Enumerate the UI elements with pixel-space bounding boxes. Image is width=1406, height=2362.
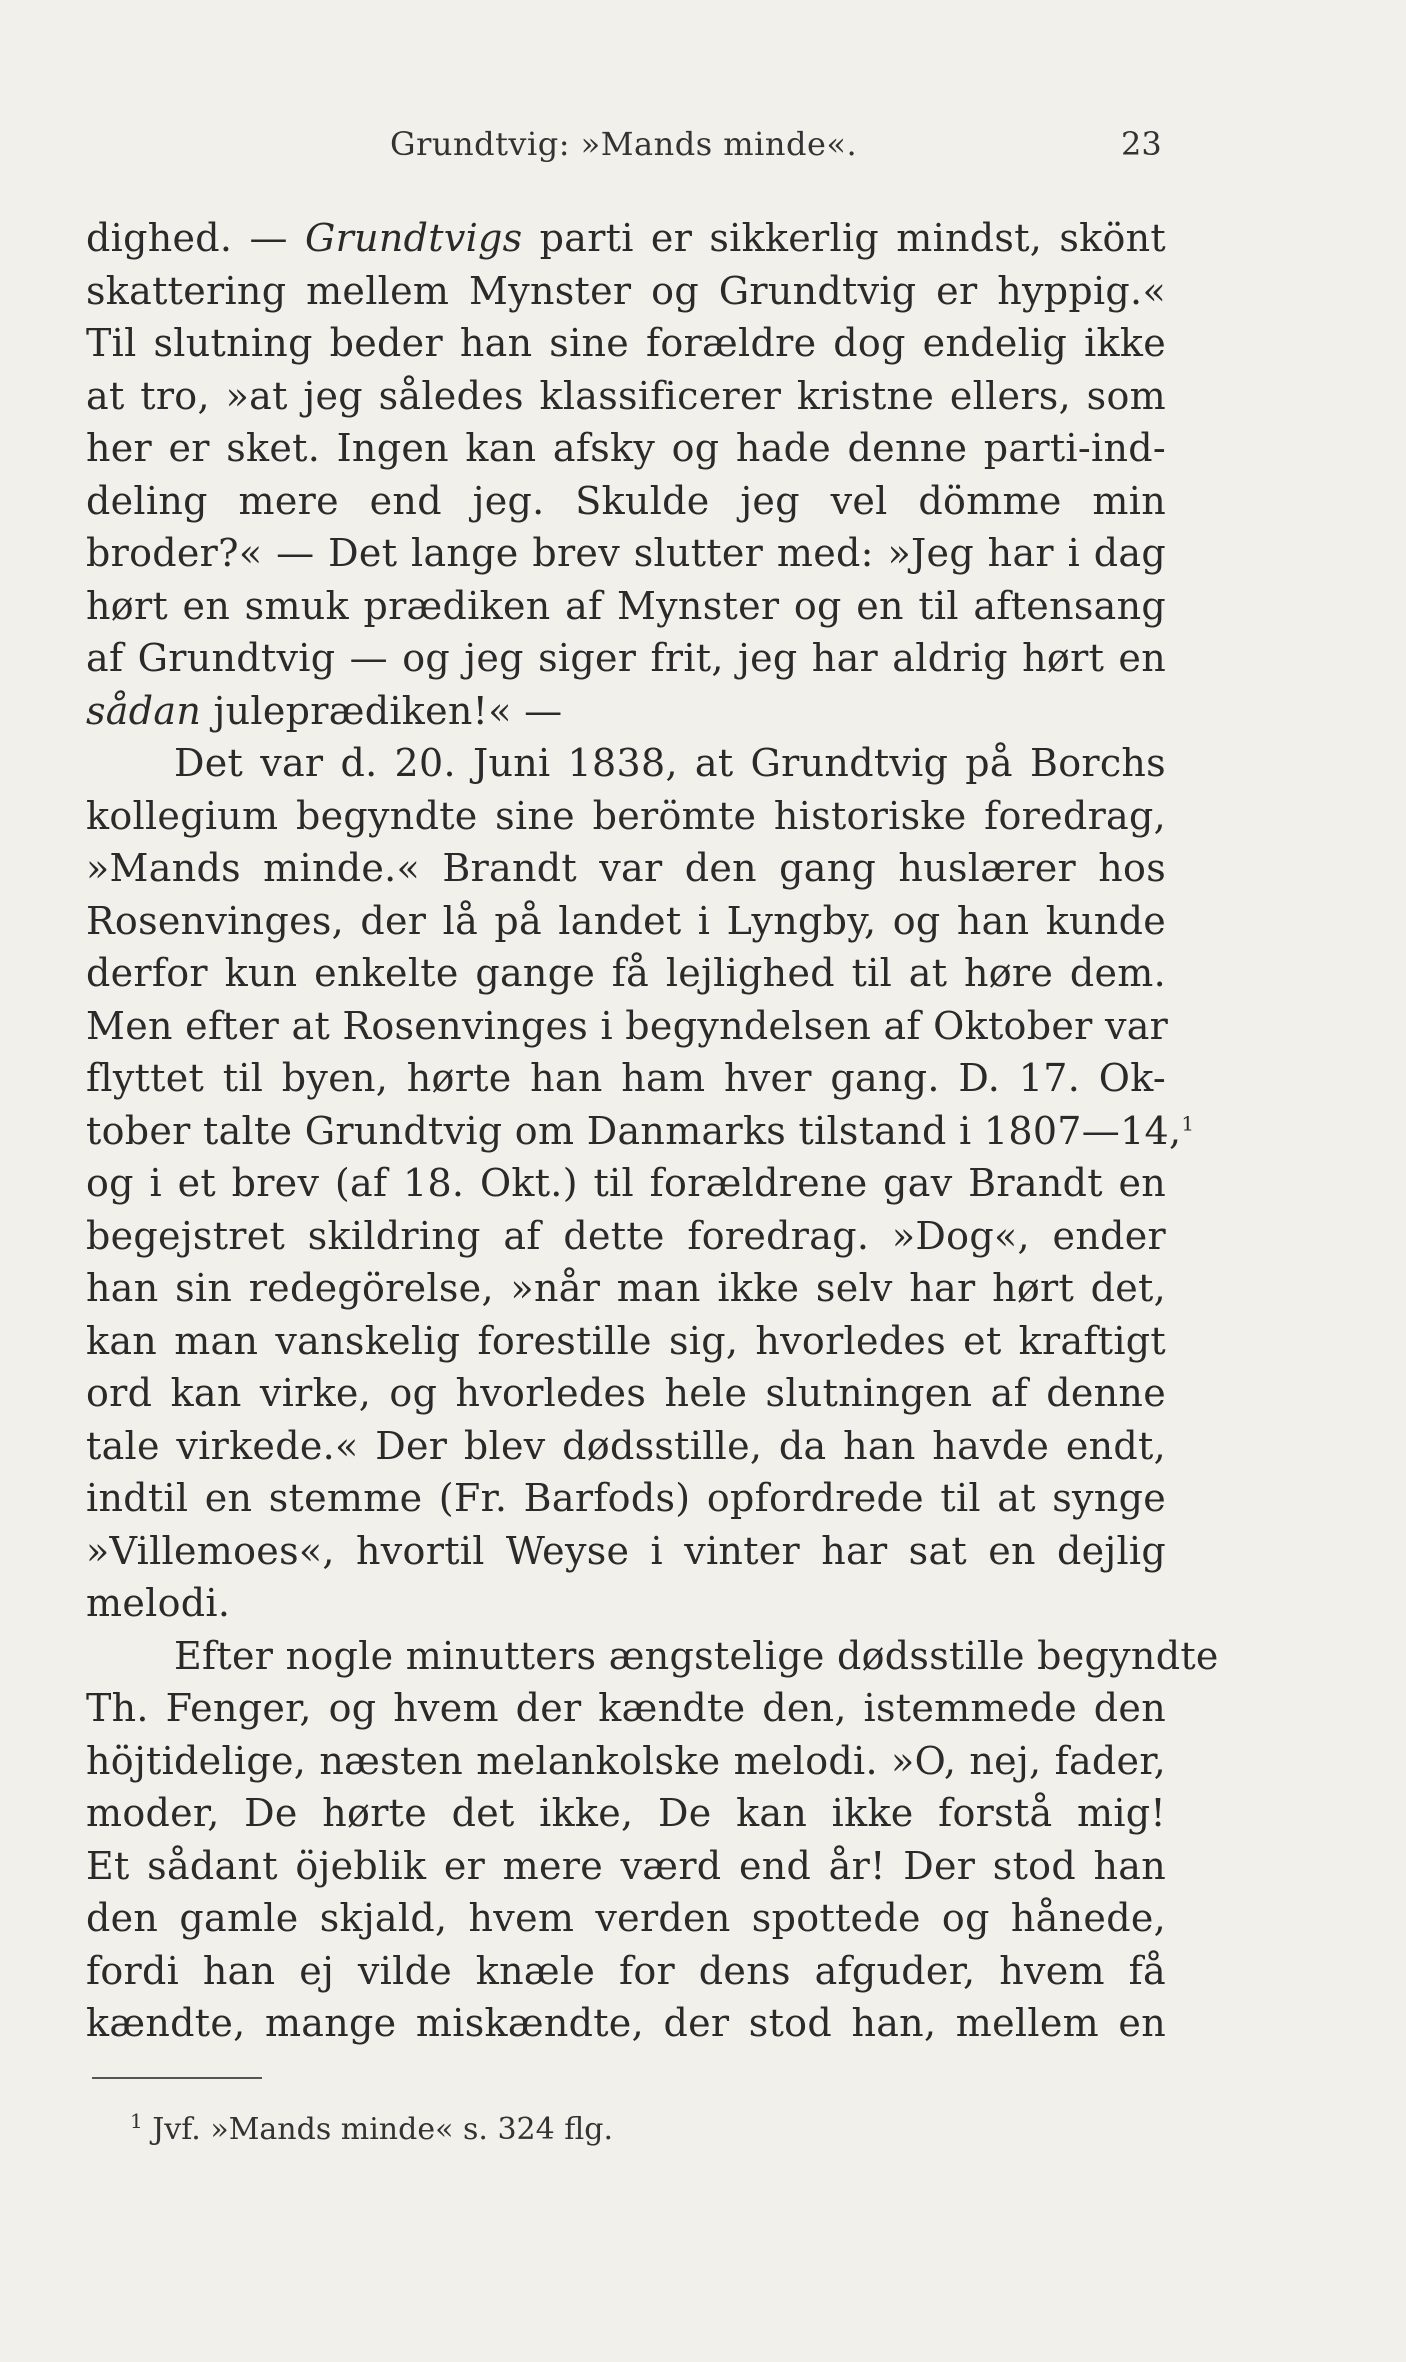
text-run: tale virkede.« Der blev dødsstille, da han havde endt, <box>86 1423 1166 1468</box>
text-line <box>86 422 1166 475</box>
text-run: den gamle skjald, hvem verden spottede og hånede, <box>86 1896 1166 1940</box>
footnote-text: Jvf. »Mands minde« s. 324 flg. <box>142 2112 613 2147</box>
text-line <box>86 1525 1166 1578</box>
footnote <box>130 2109 613 2147</box>
text-run: her er sket. Ingen kan afsky og hade denne parti-ind- <box>86 426 1166 470</box>
text-line <box>86 527 1166 580</box>
text-line <box>86 1735 1166 1788</box>
text-line <box>86 1157 1166 1210</box>
text-line <box>86 1682 1166 1735</box>
text-run: tober talte Grundtvig om Danmarks tilstand i 1807—14, <box>86 1108 1182 1153</box>
text-line <box>86 1840 1166 1893</box>
footnote-rule <box>92 2077 262 2079</box>
text-line <box>86 265 1166 318</box>
text-run: parti er sikkerlig mindst, skönt <box>522 216 1167 260</box>
text-run: Et sådant öjeblik er mere værd end år! Der stod han <box>86 1843 1166 1888</box>
text-run: deling mere end jeg. Skulde jeg vel dömme min <box>86 478 1166 523</box>
text-run: han sin redegörelse, »når man ikke selv har hørt det, <box>86 1266 1166 1310</box>
text-line <box>86 685 1166 738</box>
text-line <box>86 1892 1166 1945</box>
text-run: at tro, »at jeg således klassificerer kristne ellers, som <box>86 373 1166 418</box>
text-run: ord kan virke, og hvorledes hele slutningen af denne <box>86 1371 1166 1415</box>
footnote-marker: 1 <box>130 2109 143 2133</box>
text-line <box>86 370 1166 423</box>
text-run: begejstret skildring af dette foredrag. »Dog«, ender <box>86 1213 1166 1258</box>
text-line <box>86 947 1166 1000</box>
text-line <box>86 212 1166 265</box>
text-line <box>86 1000 1169 1053</box>
text-run: Rosenvinges, der lå på landet i Lyngby, og han kunde <box>86 898 1166 943</box>
text-run: Efter nogle minutters ængstelige dødsstille begyndte <box>174 1633 1219 1678</box>
text-run: moder, De hørte det ikke, De kan ikke forstå mig! <box>86 1791 1166 1835</box>
text-run: og i et brev (af 18. Okt.) til forældrene gav Brandt en <box>86 1161 1166 1205</box>
text-line <box>86 1472 1166 1525</box>
text-line <box>86 632 1166 685</box>
text-run: »Mands minde.« Brandt var den gang huslærer hos <box>86 846 1166 890</box>
text-line <box>86 790 1166 843</box>
text-line <box>86 1630 1219 1683</box>
text-line <box>86 580 1166 633</box>
text-line <box>86 1210 1166 1263</box>
running-head <box>0 125 1406 175</box>
text-run: hørt en smuk prædiken af Mynster og en til aftensang <box>86 583 1166 628</box>
text-run: derfor kun enkelte gange få lejlighed til at høre dem. <box>86 951 1166 995</box>
text-line <box>86 475 1166 528</box>
text-line <box>86 1315 1166 1368</box>
text-line <box>86 1367 1166 1420</box>
italic-text: Grundtvigs <box>304 216 523 260</box>
text-run: »Villemoes«, hvortil Weyse i vinter har sat en dejlig <box>86 1528 1166 1573</box>
text-line <box>86 1577 1166 1630</box>
text-line <box>86 317 1166 370</box>
italic-text: sådan <box>86 688 202 733</box>
text-line <box>86 737 1166 790</box>
text-run: fordi han ej vilde knæle for dens afguder, hvem få <box>86 1948 1166 1993</box>
text-run: skattering mellem Mynster og Grundtvig er hyppig.« <box>86 268 1166 313</box>
text-line <box>86 1787 1166 1840</box>
text-run: melodi. <box>86 1581 231 1625</box>
text-run: Th. Fenger, og hvem der kændte den, istemmede den <box>86 1686 1166 1730</box>
text-run: Det var d. 20. Juni 1838, at Grundtvig på Borchs <box>174 741 1166 785</box>
body-text <box>86 212 1219 2050</box>
text-run: Til slutning beder han sine forældre dog endelig ikke <box>86 321 1166 365</box>
text-line <box>86 1997 1166 2050</box>
text-run: juleprædiken!« — <box>201 688 563 733</box>
text-run: kan man vanskelig forestille sig, hvorledes et kraftigt <box>86 1318 1166 1363</box>
text-run: indtil en stemme (Fr. Barfods) opfordrede til at synge <box>86 1476 1166 1520</box>
text-line <box>86 1052 1166 1105</box>
text-line <box>86 1945 1166 1998</box>
text-run: broder?« — Det lange brev slutter med: »Jeg har i dag <box>86 531 1166 575</box>
text-run: kændte, mange miskændte, der stod han, mellem en <box>86 2001 1166 2045</box>
text-line <box>86 842 1166 895</box>
text-run: Men efter at Rosenvinges i begyndelsen af Oktober var <box>86 1003 1169 1048</box>
text-run: flyttet til byen, hørte han ham hver gang. D. 17. Ok- <box>86 1056 1166 1100</box>
text-line <box>86 1420 1166 1473</box>
text-line <box>86 1262 1166 1315</box>
running-title: Grundtvig: »Mands minde«. <box>390 125 858 163</box>
text-line <box>86 895 1166 948</box>
text-run: dighed. — <box>86 216 305 260</box>
text-line <box>86 1105 1195 1158</box>
footnote-reference: 1 <box>1181 1110 1195 1135</box>
text-run: höjtidelige, næsten melankolske melodi. »O, nej, fader, <box>86 1738 1166 1783</box>
text-run: af Grundtvig — og jeg siger frit, jeg har aldrig hørt en <box>86 636 1166 680</box>
page-number: 23 <box>1121 125 1162 163</box>
text-run: kollegium begyndte sine berömte historiske foredrag, <box>86 793 1166 838</box>
